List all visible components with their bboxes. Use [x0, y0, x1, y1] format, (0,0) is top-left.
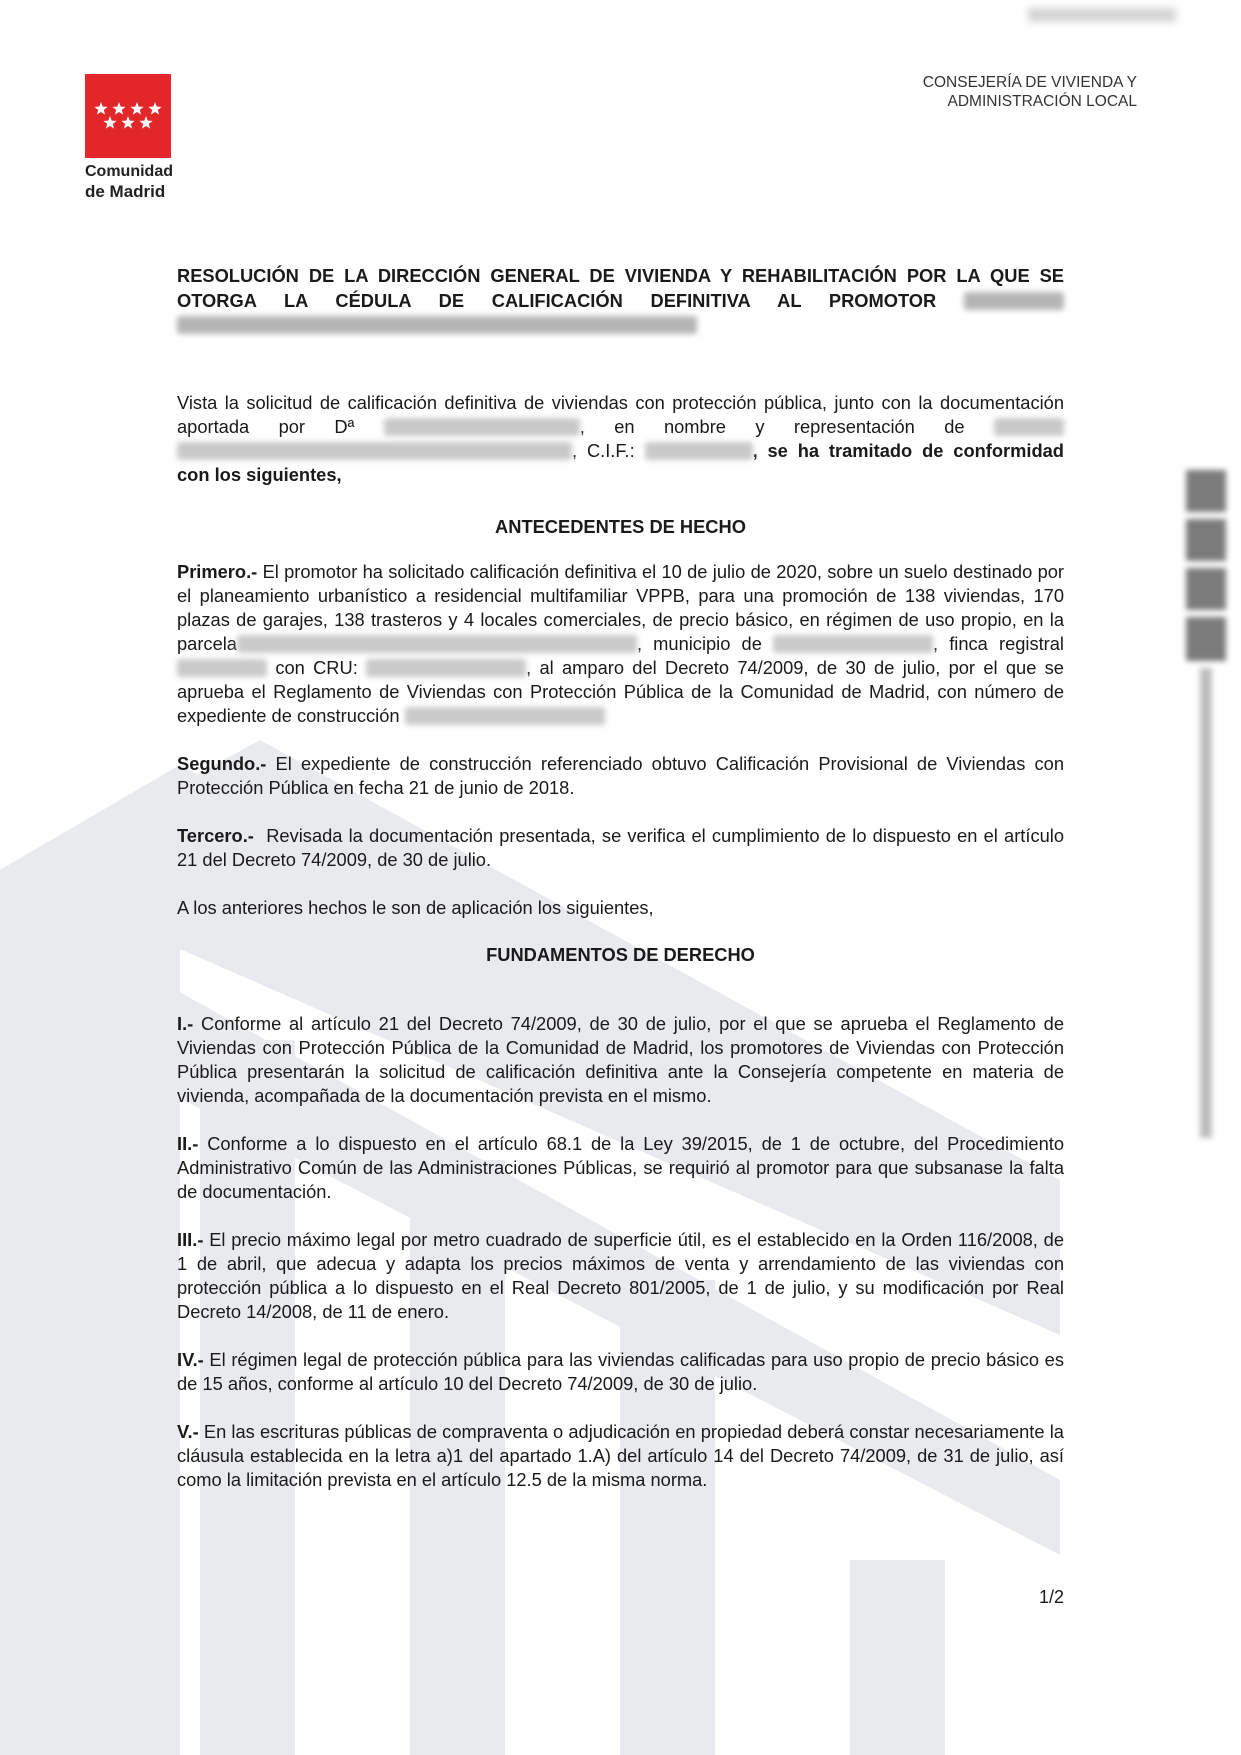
- fundamentos-heading: FUNDAMENTOS DE DERECHO: [486, 943, 755, 965]
- fundamento-item: III.- El precio máximo legal por metro cuadrado de superficie útil, es el establecido en la Orden 116/2008, de 1 de abril, que adecua y adapta los precios máximos de venta y arrendamiento de las viviendas con protección pública a lo dispuesto en el Real Decreto 801/2005, de 1 de julio, y su modificación por Real Decreto 14/2008, de 11 de enero.: [177, 1228, 1064, 1322]
- primero-paragraph: Primero.- El promotor ha solicitado calificación definitiva el 10 de julio de 2020, sobre un suelo destinado por el planeamiento urbanístico a residencial multifamiliar VPPB, para una promoción de 138 viviendas, 170 plazas de garajes, 138 trasteros y 4 locales comerciales, de precio básico, en régimen de uso propio, en la parcela , municipio de , finca registral con CRU: , al amparo del Decreto 74/2009, de 30 de julio, por el que se aprueba el Reglamento de Viviendas con Protección Pública de la Comunidad de Madrid, con número de expediente de construcción: [177, 560, 1064, 726]
- organization-name: [85, 162, 173, 202]
- star-icon: [121, 116, 134, 129]
- star-icon: [94, 102, 107, 115]
- fundamento-item: I.- Conforme al artículo 21 del Decreto 74/2009, de 30 de julio, por el que se aprueba el Reglamento de Viviendas con Protección Pública de la Comunidad de Madrid, los promotores de Viviendas con Protección Pública presentarán la solicitud de calificación definitiva ante la Consejería competente en materia de vivienda, acompañada de la documentación prevista en el mismo.: [177, 1012, 1064, 1106]
- redacted-promoter-cont: [177, 316, 697, 334]
- segundo-paragraph: Segundo.- El expediente de construcción referenciado obtuvo Calificación Provisional de Viviendas con Protección Pública en fecha 21 de junio de 2018.: [177, 752, 1064, 798]
- redacted-entity-cont: [177, 442, 572, 460]
- side-block: [1186, 470, 1226, 512]
- document-title: RESOLUCIÓN DE LA DIRECCIÓN GENERAL DE VIVIENDA Y REHABILITACIÓN POR LA QUE SE OTORGA LA CÉDULA DE CALIFICACIÓN DEFINITIVA AL PROMOTOR: [177, 264, 1064, 338]
- side-block: [1186, 519, 1226, 561]
- antecedentes-heading: ANTECEDENTES DE HECHO: [495, 515, 746, 537]
- redacted-registry: [177, 659, 267, 677]
- side-verification-strip: [1186, 470, 1226, 1138]
- redacted-entity: [994, 418, 1064, 436]
- star-icon: [130, 102, 143, 115]
- antecedentes-closing: A los anteriores hechos le son de aplicación los siguientes,: [177, 896, 654, 918]
- redacted-municipality: [773, 635, 933, 653]
- redacted-name: [384, 418, 580, 436]
- department-header: [923, 73, 1137, 111]
- star-icon: [112, 102, 125, 115]
- side-text-line: [1200, 668, 1212, 1138]
- tercero-paragraph: Tercero.- Revisada la documentación presentada, se verifica el cumplimiento de lo dispuesto en el artículo 21 del Decreto 74/2009, de 30 de julio.: [177, 824, 1064, 870]
- organization-logo: [85, 74, 173, 202]
- redacted-expediente: [405, 707, 605, 725]
- redacted-cru: [366, 659, 526, 677]
- star-icon: [148, 102, 161, 115]
- fundamento-item: V.- En las escrituras públicas de compraventa o adjudicación en propiedad deberá constar necesariamente la cláusula establecida en la letra a)1 del apartado 1.A) del artículo 14 del Decreto 74/2009, de 31 de julio, así como la limitación prevista en el artículo 12.5 de la misma norma.: [177, 1420, 1064, 1490]
- intro-paragraph: Vista la solicitud de calificación definitiva de viviendas con protección pública, junto con la documentación aportada por Dª , en nombre y representación de , C.I.F.: , se ha tramitado de conformidad con los siguientes,: [177, 391, 1064, 485]
- side-block: [1186, 568, 1226, 610]
- document-body: [177, 264, 1064, 1492]
- redacted-promoter: [964, 292, 1064, 310]
- fundamentos-list: [177, 1012, 1064, 1492]
- page-number: 1/2: [1038, 1587, 1064, 1607]
- stars-icon: [93, 101, 163, 131]
- side-block: [1186, 617, 1226, 661]
- star-icon: [103, 116, 116, 129]
- org-line2: de Madrid: [85, 182, 166, 201]
- fundamento-item: IV.- El régimen legal de protección pública para las viviendas calificadas para uso propio de precio básico es de 15 años, conforme al artículo 10 del Decreto 74/2009, de 30 de julio.: [177, 1348, 1064, 1394]
- redacted-cif: [645, 442, 753, 460]
- dept-line2: ADMINISTRACIÓN LOCAL: [947, 93, 1137, 110]
- dept-line1: CONSEJERÍA DE VIVIENDA Y: [922, 74, 1137, 91]
- redacted-parcel: [237, 635, 637, 653]
- org-line1: Comunidad: [85, 163, 173, 180]
- star-icon: [139, 116, 152, 129]
- redacted-document-code: [1028, 8, 1176, 22]
- madrid-flag-icon: [85, 74, 171, 158]
- fundamento-item: II.- Conforme a lo dispuesto en el artículo 68.1 de la Ley 39/2015, de 1 de octubre, del Procedimiento Administrativo Común de las Administraciones Públicas, se requirió al promotor para que subsanase la falta de documentación.: [177, 1132, 1064, 1202]
